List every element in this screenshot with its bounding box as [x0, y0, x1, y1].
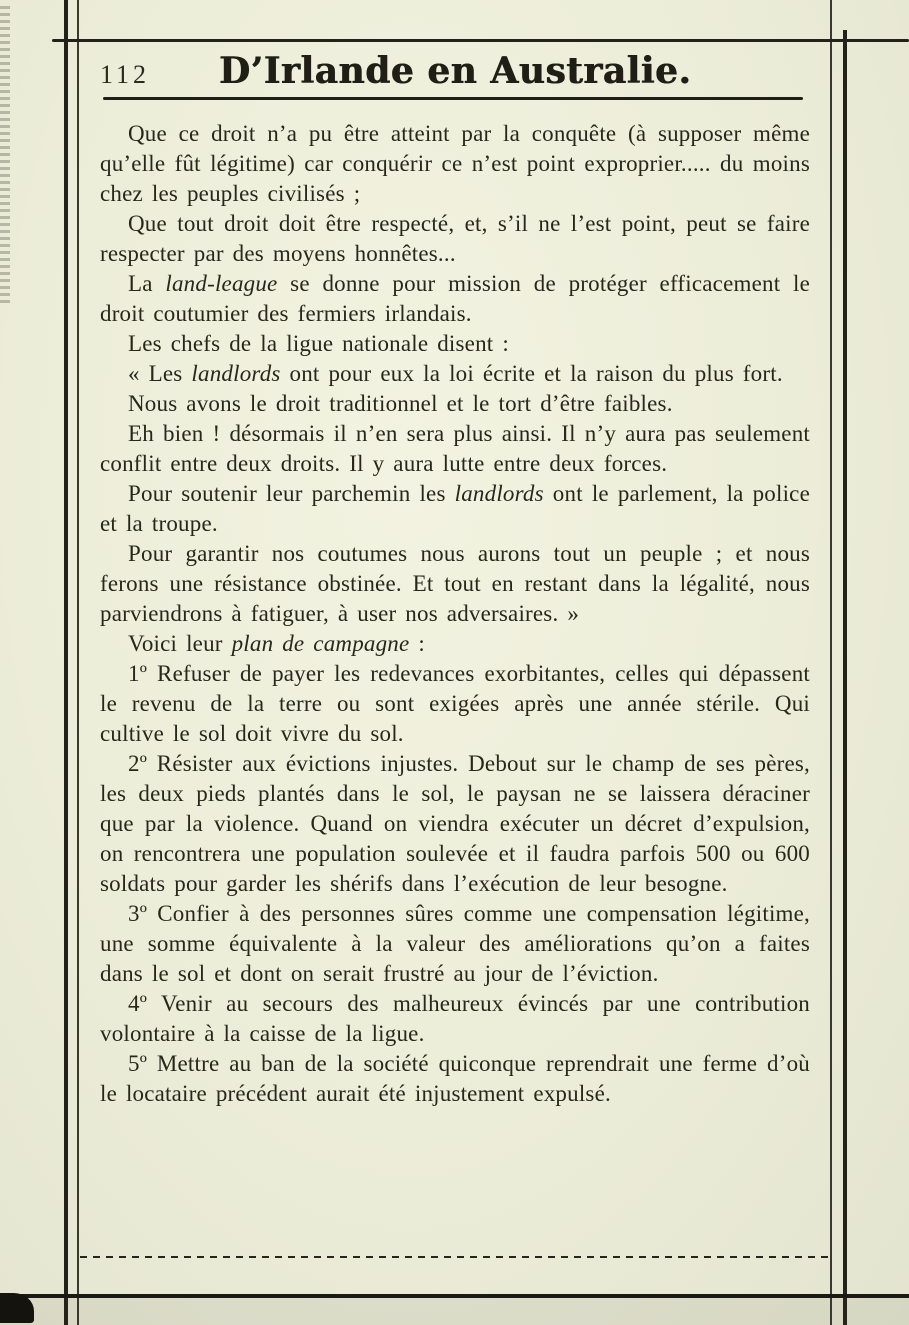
left-border-line-inner [77, 0, 79, 1325]
header-rule [103, 97, 803, 100]
text-run: Que ce droit n’a pu être atteint par la conquête (à supposer même qu’elle fût légitime) car conquérir ce n’est point exproprier..... du moins chez les peuples civilisés ; [100, 121, 810, 206]
page-number: 112 [100, 60, 151, 89]
italic-run: land-league [165, 271, 278, 296]
text-run: ont le parlement, la police et la troupe. [100, 481, 810, 536]
text-run: se donne pour mission de protéger efficacement le droit coutumier des fermiers irlandais. [100, 271, 811, 326]
text-run: Nous avons le droit traditionnel et le tort d’être faibles. [128, 391, 673, 416]
paragraph [100, 659, 810, 749]
paragraph [100, 389, 810, 419]
page-title: D’Irlande en Australie. [218, 50, 692, 92]
text-run: 2º Résister aux évictions injustes. Debout sur le champ de ses pères, les deux pieds plantés dans le sol, le paysan ne se laissera déraciner que par la violence. Quand on viendra exécuter un décret d’expulsion, on rencontrera une population soulevée et il faudra parfois 500 ou 600 soldats pour garder les shérifs dans l’exécution de leur besogne. [100, 751, 810, 896]
body-text [100, 119, 810, 1109]
text-run: : [409, 631, 425, 656]
paragraph [100, 329, 810, 359]
paragraph [100, 359, 810, 389]
bottom-margin-shading [0, 1298, 909, 1325]
paragraph [100, 749, 810, 899]
text-run: Pour garantir nos coutumes nous aurons tout un peuple ; et nous ferons une résistance obstinée. Et tout en restant dans la légalité, nous parviendrons à fatiguer, à user nos adversaires. » [100, 541, 810, 626]
scan-artifact-left-edge [0, 6, 10, 306]
text-run: 5º Mettre au ban de la société quiconque reprendrait une ferme d’où le locataire précédent aurait été injustement expulsé. [100, 1051, 810, 1106]
paragraph [100, 209, 810, 269]
right-border-line-outer [843, 30, 847, 1325]
text-run: Eh bien ! désormais il n’en sera plus ainsi. Il n’y aura pas seulement conflit entre deux droits. Il y aura lutte entre deux forces. [100, 421, 810, 476]
paragraph [100, 419, 810, 479]
paragraph [100, 269, 810, 329]
italic-run: plan de campagne [231, 631, 410, 656]
top-border-line [52, 39, 909, 42]
italic-run: landlords [191, 361, 281, 386]
text-run: Que tout droit doit être respecté, et, s’il ne l’est point, peut se faire respecter par des moyens honnêtes... [100, 211, 810, 266]
paragraph [100, 629, 810, 659]
text-run: 4º Venir au secours des malheureux évincés par une contribution volontaire à la caisse de la ligue. [100, 991, 810, 1046]
right-border-line-inner [830, 0, 832, 1325]
left-border-line-outer [64, 0, 68, 1325]
paragraph [100, 989, 810, 1049]
text-run: Voici leur [128, 631, 232, 656]
text-run: 3º Confier à des personnes sûres comme une compensation légitime, une somme équivalente à la valeur des améliorations qu’on a faites dans le sol et dont on serait frustré au jour de l’éviction. [100, 901, 810, 986]
paragraph [100, 1049, 810, 1109]
text-run: « Les [128, 361, 192, 386]
italic-run: landlords [454, 481, 544, 506]
paragraph [100, 899, 810, 989]
text-run: ont pour eux la loi écrite et la raison du plus fort. [280, 361, 783, 386]
bottom-dotted-rule [80, 1256, 830, 1258]
paragraph [100, 539, 810, 629]
text-run: Les chefs de la ligue nationale disent : [128, 331, 509, 356]
text-run: Pour soutenir leur parchemin les [128, 481, 455, 506]
running-header [100, 50, 810, 92]
text-run: La [128, 271, 166, 296]
paragraph [100, 119, 810, 209]
text-run: 1º Refuser de payer les redevances exorbitantes, celles qui dépassent le revenu de la terre ou sont exigées après une année stérile. Qui cultive le sol doit vivre du sol. [100, 661, 810, 746]
paragraph [100, 479, 810, 539]
